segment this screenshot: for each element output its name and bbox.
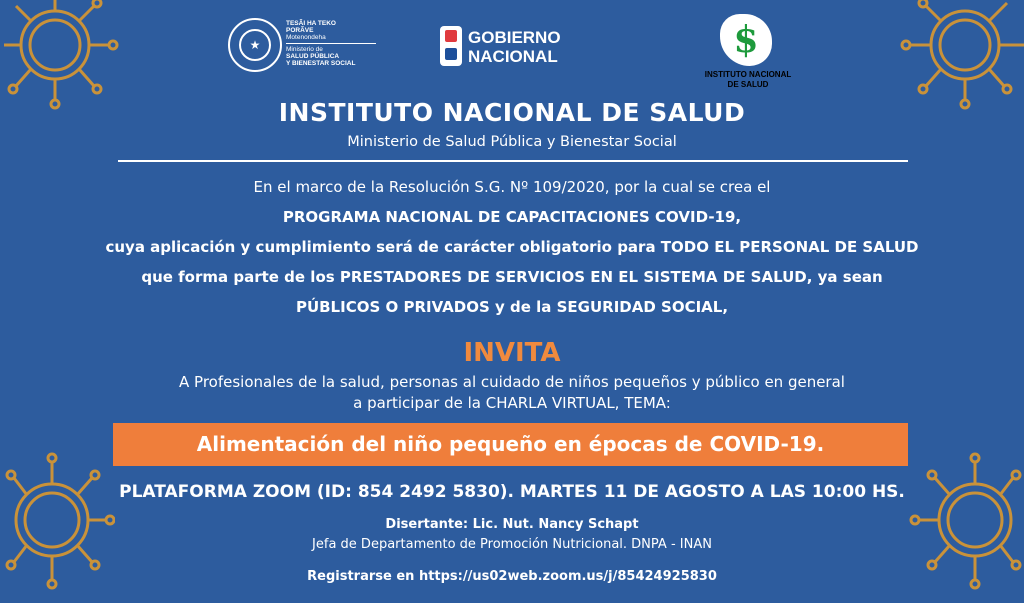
registration-link[interactable]: Registrarse en https://us02web.zoom.us/j/85424925830 — [307, 569, 717, 584]
mspbs-line-4: Ministerio de — [286, 46, 323, 53]
gobierno-nacional-logo — [440, 26, 580, 76]
gobierno-flag-icon — [440, 26, 462, 66]
resolution-line-4: que forma parte de los PRESTADORES DE SERVICIOS EN EL SISTEMA DE SALUD, ya sean — [141, 268, 883, 286]
gobierno-line-1: GOBIERNO — [468, 28, 561, 47]
mspbs-line-5: SALUD PÚBLICA — [286, 53, 340, 60]
mspbs-logo — [228, 18, 388, 78]
mspbs-line-2: PORÃVE — [286, 27, 314, 34]
ins-caption-line-1: INSTITUTO NACIONAL — [704, 70, 792, 79]
mspbs-line-6: Y BIENESTAR SOCIAL — [286, 60, 356, 67]
ins-logo: $ INSTITUTO NACIONAL DE SALUD — [700, 14, 796, 102]
mspbs-line-3: Motenondeha — [286, 34, 326, 41]
gobierno-logo-text — [468, 28, 561, 66]
invita-line-2: a participar de la CHARLA VIRTUAL, TEMA: — [353, 394, 671, 412]
page-title: INSTITUTO NACIONAL DE SALUD — [278, 98, 746, 127]
resolution-line-5: PÚBLICOS O PRIVADOS y de la SEGURIDAD SOCIAL, — [295, 298, 729, 316]
logos-row — [0, 12, 1024, 102]
platform-info: PLATAFORMA ZOOM (ID: 854 2492 5830). MARTES 11 DE AGOSTO A LAS 10:00 HS. — [119, 482, 905, 502]
invita-line-1: A Profesionales de la salud, personas al cuidado de niños pequeños y público en general — [179, 373, 845, 391]
resolution-line-3: cuya aplicación y cumplimiento será de carácter obligatorio para TODO EL PERSONAL DE SALUD — [105, 238, 919, 256]
gobierno-line-2: NACIONAL — [468, 47, 558, 66]
resolution-line-2: PROGRAMA NACIONAL DE CAPACITACIONES COVID-19, — [282, 208, 742, 226]
resolution-line-1: En el marco de la Resolución S.G. Nº 109/2020, por la cual se crea el — [253, 178, 771, 196]
speaker-role: Jefa de Departamento de Promoción Nutricional. DNPA - INAN — [312, 537, 712, 552]
ins-caption-line-2: DE SALUD — [727, 80, 769, 89]
mspbs-line-1: TESÃI HA TEKO — [286, 20, 336, 27]
topic-title: Alimentación del niño pequeño en épocas de COVID-19. — [196, 432, 825, 456]
page-subtitle: Ministerio de Salud Pública y Bienestar Social — [347, 134, 677, 150]
speaker-name: Disertante: Lic. Nut. Nancy Schapt — [385, 517, 639, 532]
invita-heading: INVITA — [463, 338, 561, 368]
mspbs-logo-text — [286, 20, 386, 67]
topic-banner — [113, 423, 908, 466]
ins-logo-caption — [700, 70, 796, 90]
national-seal-icon: ★ — [228, 18, 282, 72]
divider — [118, 160, 908, 162]
